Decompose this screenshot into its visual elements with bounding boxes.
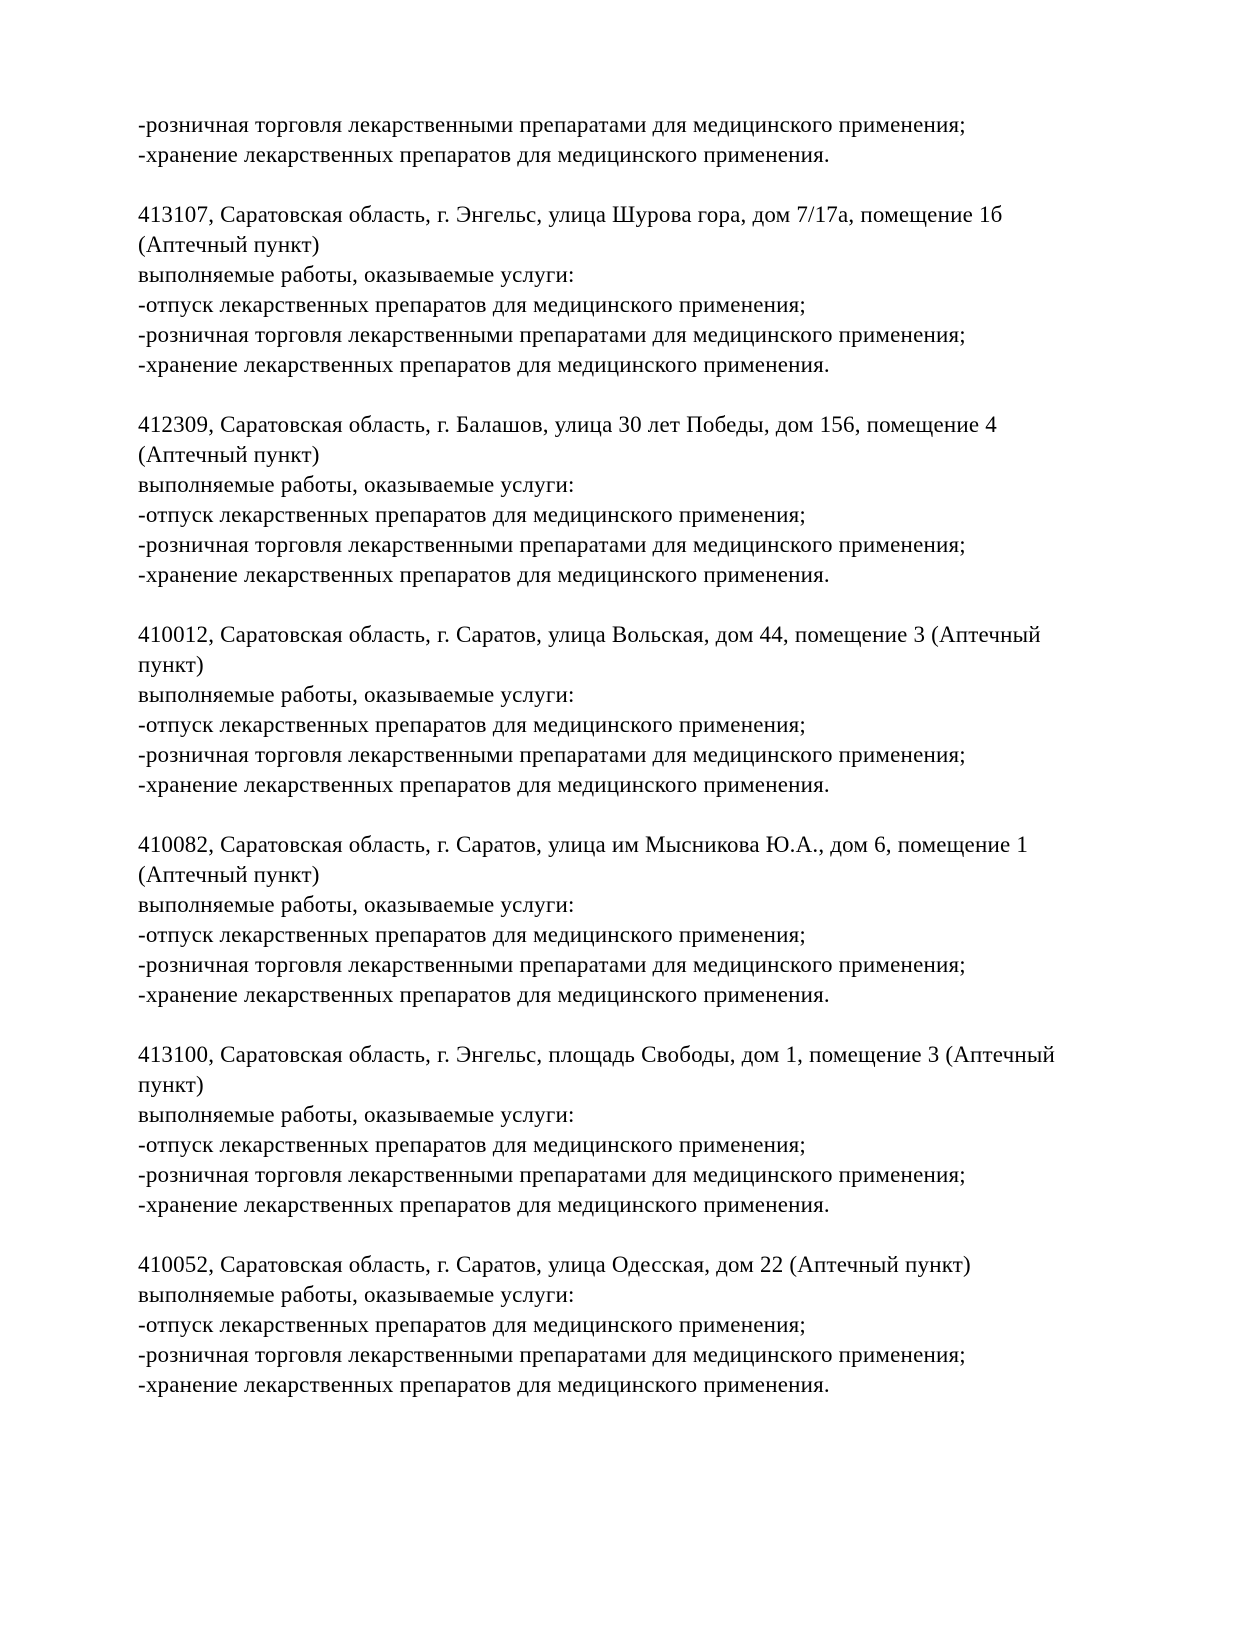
service-line: -хранение лекарственных препаратов для медицинского применения.	[138, 142, 830, 167]
service-line: -розничная торговля лекарственными препаратами для медицинского применения;	[138, 1162, 966, 1187]
entry-address-line: 410012, Саратовская область, г. Саратов, улица Вольская, дом 44, помещение 3 (Аптечный	[138, 622, 1041, 647]
services-header: выполняемые работы, оказываемые услуги:	[138, 1282, 575, 1307]
services-header: выполняемые работы, оказываемые услуги:	[138, 892, 575, 917]
services-header: выполняемые работы, оказываемые услуги:	[138, 472, 575, 497]
service-line: -хранение лекарственных препаратов для медицинского применения.	[138, 982, 830, 1007]
services-header: выполняемые работы, оказываемые услуги:	[138, 262, 575, 287]
service-line: -отпуск лекарственных препаратов для медицинского применения;	[138, 1132, 807, 1157]
entry-address-line: пункт)	[138, 1072, 204, 1097]
entry-address-line: 412309, Саратовская область, г. Балашов, улица 30 лет Победы, дом 156, помещение 4	[138, 412, 997, 437]
intro-services-block	[138, 110, 1180, 170]
entry-address-line: 413100, Саратовская область, г. Энгельс, площадь Свободы, дом 1, помещение 3 (Аптечный	[138, 1042, 1056, 1067]
license-entry-413107	[138, 200, 1180, 380]
entry-address-line: (Аптечный пункт)	[138, 232, 320, 257]
service-line: -розничная торговля лекарственными препаратами для медицинского применения;	[138, 1342, 966, 1367]
service-line: -хранение лекарственных препаратов для медицинского применения.	[138, 562, 830, 587]
service-line: -хранение лекарственных препаратов для медицинского применения.	[138, 1192, 830, 1217]
service-line: -розничная торговля лекарственными препаратами для медицинского применения;	[138, 532, 966, 557]
services-header: выполняемые работы, оказываемые услуги:	[138, 682, 575, 707]
service-line: -отпуск лекарственных препаратов для медицинского применения;	[138, 502, 807, 527]
service-line: -розничная торговля лекарственными препаратами для медицинского применения;	[138, 952, 966, 977]
service-line: -розничная торговля лекарственными препаратами для медицинского применения;	[138, 322, 966, 347]
service-line: -розничная торговля лекарственными препаратами для медицинского применения;	[138, 112, 966, 137]
entry-address-line: пункт)	[138, 652, 204, 677]
license-entry-410082	[138, 830, 1180, 1010]
service-line: -хранение лекарственных препаратов для медицинского применения.	[138, 352, 830, 377]
license-entry-412309	[138, 410, 1180, 590]
entry-address-line: 410082, Саратовская область, г. Саратов, улица им Мысникова Ю.А., дом 6, помещение 1	[138, 832, 1029, 857]
service-line: -хранение лекарственных препаратов для медицинского применения.	[138, 772, 830, 797]
entry-address-line: 413107, Саратовская область, г. Энгельс, улица Шурова гора, дом 7/17а, помещение 1б	[138, 202, 1003, 227]
service-line: -отпуск лекарственных препаратов для медицинского применения;	[138, 922, 807, 947]
license-entry-413100	[138, 1040, 1180, 1220]
entry-address-line: (Аптечный пункт)	[138, 442, 320, 467]
services-header: выполняемые работы, оказываемые услуги:	[138, 1102, 575, 1127]
service-line: -отпуск лекарственных препаратов для медицинского применения;	[138, 292, 807, 317]
license-entry-410052	[138, 1250, 1180, 1400]
entry-address-line: (Аптечный пункт)	[138, 862, 320, 887]
service-line: -розничная торговля лекарственными препаратами для медицинского применения;	[138, 742, 966, 767]
service-line: -отпуск лекарственных препаратов для медицинского применения;	[138, 1312, 807, 1337]
entry-address-line: 410052, Саратовская область, г. Саратов, улица Одесская, дом 22 (Аптечный пункт)	[138, 1252, 971, 1277]
service-line: -хранение лекарственных препаратов для медицинского применения.	[138, 1372, 830, 1397]
license-entry-410012	[138, 620, 1180, 800]
service-line: -отпуск лекарственных препаратов для медицинского применения;	[138, 712, 807, 737]
